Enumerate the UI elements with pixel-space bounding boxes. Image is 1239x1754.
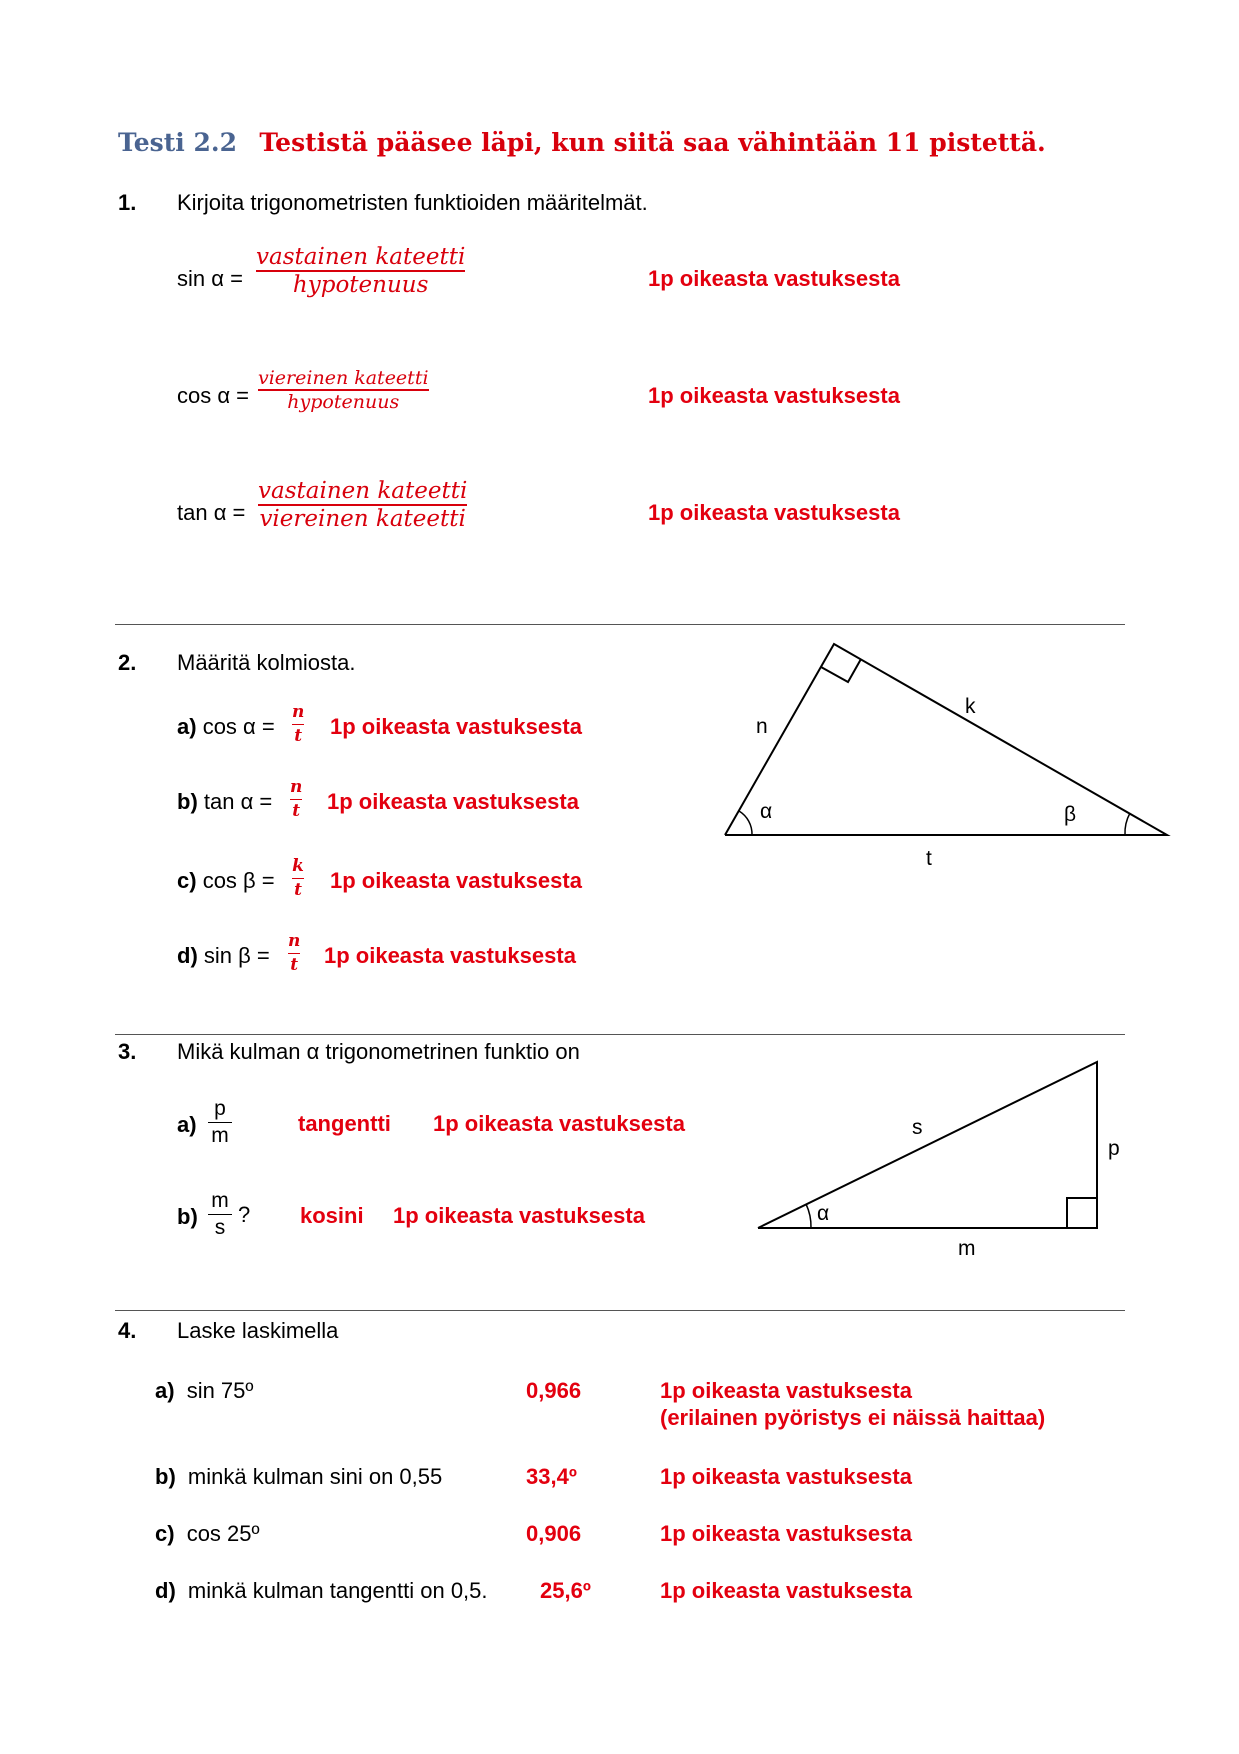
q3b-answer: kosini [300,1203,364,1228]
q2-number: 2. [118,650,137,675]
fraction-bar [208,1122,232,1123]
item-lhs: cos β = [202,868,275,893]
fraction-bar [292,724,304,725]
q2c [177,868,275,894]
q1-cos-points: 1p oikeasta vastuksesta [648,383,900,408]
q3b-fraction [208,1190,232,1239]
numerator: m [211,1189,229,1212]
item-label: c) [155,1521,175,1546]
numerator: k [292,856,304,876]
q4b [155,1464,442,1490]
item-label: a) [155,1378,175,1403]
item-label: a) [177,714,197,739]
q4-number: 4. [118,1318,137,1343]
item-label: d) [177,943,198,968]
q4d-points: 1p oikeasta vastuksesta [660,1578,912,1603]
item-text: minkä kulman sini on 0,55 [187,1464,443,1489]
numerator: n [288,931,301,951]
denominator: t [290,955,299,975]
item-label: d) [155,1578,176,1603]
q4a-note: (erilainen pyöristys ei näissä haittaa) [660,1405,1046,1430]
page-header [118,128,1046,157]
item-lhs: sin β = [203,943,270,968]
numerator: p [214,1097,226,1120]
q1-tan-points: 1p oikeasta vastuksesta [648,500,900,525]
q3-prompt: Mikä kulman α trigonometrinen funktio on [177,1039,580,1064]
denominator: s [214,1216,226,1239]
q4c-points: 1p oikeasta vastuksesta [660,1521,912,1546]
angle-beta-arc [1125,813,1130,835]
pass-note: Testistä pääsee läpi, kun siitä saa vähintään 11 pistettä. [259,128,1046,157]
q1-tan-fraction [258,478,467,532]
q4c-answer: 0,906 [526,1521,582,1546]
q2c-points: 1p oikeasta vastuksesta [330,868,582,893]
q2a-fraction [292,703,304,746]
fraction-bar [208,1214,232,1215]
numerator: vastainen kateetti [256,244,466,270]
item-lhs: cos α = [202,714,275,739]
item-label: b) [177,789,198,814]
q3a-points: 1p oikeasta vastuksesta [433,1111,685,1136]
q4b-answer: 33,4º [526,1464,577,1489]
q2b [177,789,272,815]
q3a-fraction [208,1098,232,1147]
q3-number: 3. [118,1039,137,1064]
angle-alpha-label: α [817,1202,830,1225]
q1-cos-fraction [258,367,429,413]
denominator: m [211,1124,229,1147]
q2a [177,714,275,740]
side-p-label: p [1108,1137,1120,1160]
hypotenuse-s-label: s [912,1116,923,1139]
item-label: c) [177,868,197,893]
q1-tan-lhs: tan α = [177,500,246,525]
q4a-points: 1p oikeasta vastuksesta [660,1378,912,1403]
denominator: hypotenuus [287,391,400,413]
q1-sin-fraction [256,244,465,298]
q2a-points: 1p oikeasta vastuksesta [330,714,582,739]
q1-sin-points: 1p oikeasta vastuksesta [648,266,900,291]
denominator: hypotenuus [292,272,429,298]
numerator: n [292,702,305,722]
q2c-fraction [292,857,304,900]
divider [115,1034,1125,1035]
item-text: minkä kulman tangentti on 0,5. [187,1578,488,1603]
angle-alpha-arc [806,1204,811,1228]
numerator: vastainen kateetti [258,478,468,504]
right-angle-marker [821,659,861,682]
q2d-points: 1p oikeasta vastuksesta [324,943,576,968]
q2b-fraction [290,778,302,821]
side-t-label: t [926,847,932,870]
item-text: sin 75º [186,1378,254,1403]
q1-number: 1. [118,190,137,215]
side-m-label: m [958,1237,976,1260]
q4b-points: 1p oikeasta vastuksesta [660,1464,912,1489]
angle-alpha-arc [739,811,752,835]
denominator: t [294,726,303,746]
q2-prompt: Määritä kolmiosta. [177,650,356,675]
denominator: t [294,880,302,900]
divider [115,1310,1125,1311]
angle-alpha-label: α [760,800,773,823]
q1-sin-lhs: sin α = [177,266,243,291]
side-k-label: k [965,695,976,718]
q2d [177,943,270,969]
item-lhs: tan α = [203,789,273,814]
fraction-bar [288,953,300,954]
item-text: cos 25º [186,1521,260,1546]
q2b-points: 1p oikeasta vastuksesta [327,789,579,814]
q4d [155,1578,488,1604]
right-angle-marker [1067,1198,1097,1228]
test-id: Testi 2.2 [118,128,237,157]
q4d-answer: 25,6º [540,1578,591,1603]
fraction-bar [292,878,304,879]
divider [115,624,1125,625]
q4-prompt: Laske laskimella [177,1318,339,1343]
q3a-label: a) [177,1112,197,1137]
q3b-label: b) [177,1204,198,1229]
q3-triangle-figure [740,1050,1140,1270]
q4c [155,1521,260,1547]
fraction-bar [290,799,302,800]
side-n-label: n [756,715,768,738]
q4a [155,1378,253,1404]
q3b-points: 1p oikeasta vastuksesta [393,1203,645,1228]
q2-triangle-figure [700,630,1180,880]
q2d-fraction [288,932,300,975]
q4a-answer: 0,966 [526,1378,582,1403]
numerator: viereinen kateetti [258,367,429,389]
numerator: n [290,777,303,797]
q3b-suffix: ? [238,1202,251,1227]
item-label: b) [155,1464,176,1489]
q1-prompt: Kirjoita trigonometristen funktioiden määritelmät. [177,190,648,215]
q1-cos-lhs: cos α = [177,383,250,408]
q3a-answer: tangentti [298,1111,391,1136]
denominator: t [292,801,301,821]
angle-beta-label: β [1064,803,1077,826]
denominator: viereinen kateetti [259,506,466,532]
